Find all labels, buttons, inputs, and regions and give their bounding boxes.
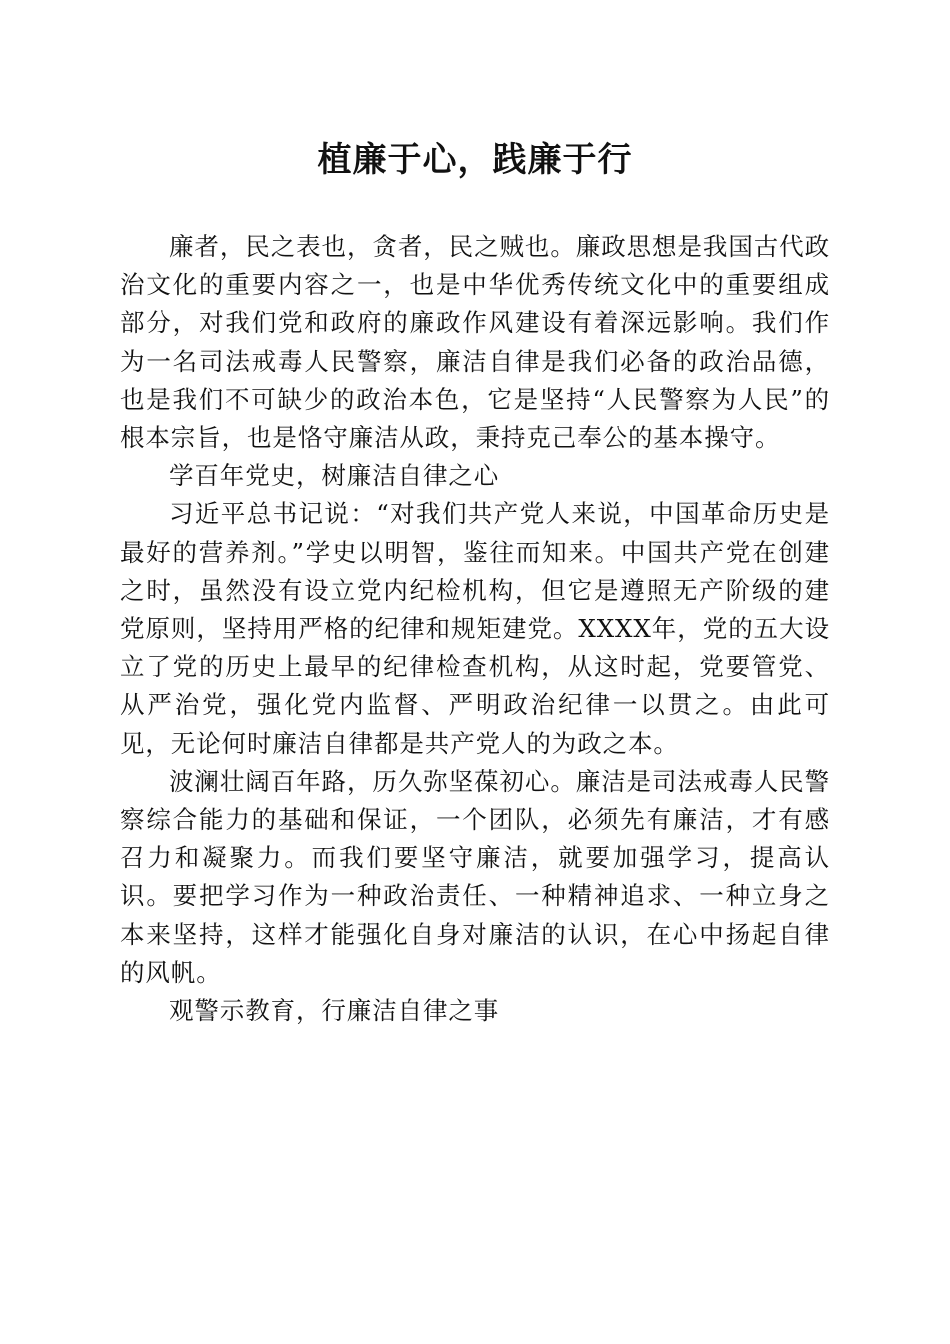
paragraph-party-history: 习近平总书记说：“对我们共产党人来说，中国革命历史是最好的营养剂。”学史以明智，鉴往而知来。中国共产党在创建之时，虽然没有设立党内纪检机构，但它是遵照无产阶级的建党原则，坚持用严格的纪律和规矩建党。XXXX年，党的五大设立了党的历史上最早的纪律检查机构，从这时起，党要管党、从严治党，强化党内监督、严明政治纪律一以贯之。由此可见，无论何时廉洁自律都是共产党人的为政之本。: [120, 499, 830, 758]
section-heading-party-history: 学百年党史，树廉洁自律之心: [169, 461, 500, 491]
paragraph-original-aspiration: 波澜壮阔百年路，历久弥坚葆初心。廉洁是司法戒毒人民警察综合能力的基础和保证，一个团队，必须先有廉洁，才有感召力和凝聚力。而我们要坚守廉洁，就要加强学习，提高认识。要把学习作为一种政治责任、一种精神追求、一种立身之本来坚持，这样才能强化自身对廉洁的认识，在心中扬起自律的风帆。: [120, 766, 830, 987]
document-body: [120, 228, 830, 1030]
document-title: 植廉于心，践廉于行: [317, 140, 633, 180]
paragraph-intro: 廉者，民之表也，贪者，民之贼也。廉政思想是我国古代政治文化的重要内容之一，也是中华优秀传统文化中的重要组成部分，对我们党和政府的廉政作风建设有着深远影响。我们作为一名司法戒毒人民警察，廉洁自律是我们必备的政治品德，也是我们不可缺少的政治本色，它是坚持“人民警察为人民”的根本宗旨，也是恪守廉洁从政，秉持克己奉公的基本操守。: [120, 232, 830, 453]
section-heading-warning-education: 观警示教育，行廉洁自律之事: [169, 996, 500, 1026]
